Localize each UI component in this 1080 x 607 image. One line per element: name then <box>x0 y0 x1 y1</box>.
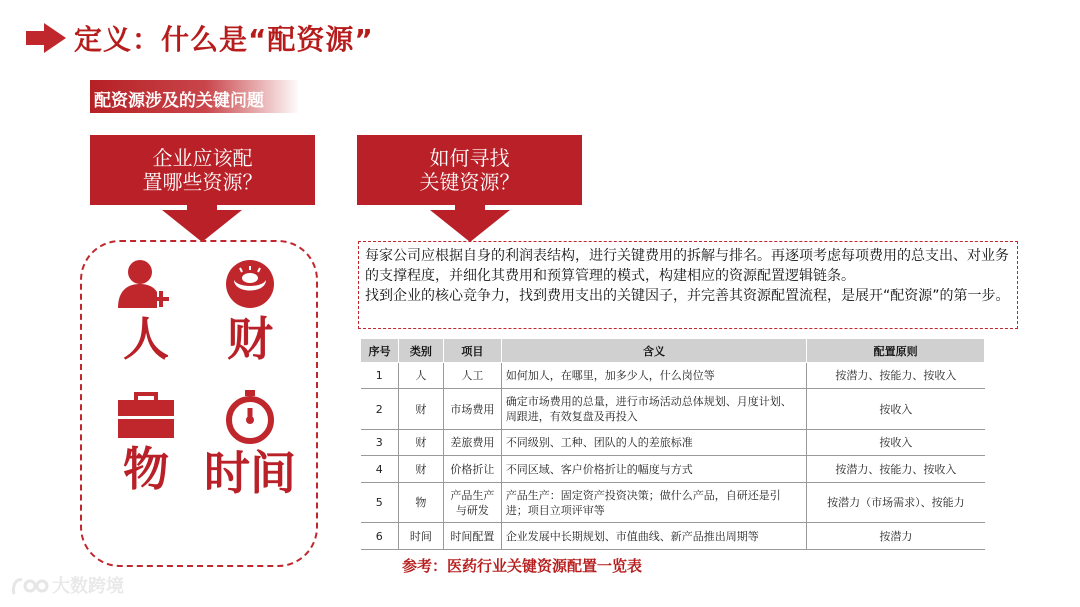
cell-principle: 按潜力、按能力、按收入 <box>807 456 985 483</box>
table-row <box>361 456 985 483</box>
cell-meaning: 企业发展中长期规划、市值曲线、新产品推出周期等 <box>501 523 806 550</box>
watermark-text: 大数跨境 <box>52 576 124 597</box>
cell-category: 时间 <box>398 523 443 550</box>
cell-principle: 按潜力（市场需求）、按能力 <box>807 483 985 523</box>
cell-index: 4 <box>361 456 399 483</box>
cell-item: 产品生产与研发 <box>443 483 501 523</box>
description-box <box>358 241 1018 329</box>
cell-item: 价格折让 <box>443 456 501 483</box>
cell-category: 财 <box>398 430 443 456</box>
cell-index: 5 <box>361 483 399 523</box>
resource-person-label: 人 <box>123 312 169 366</box>
question-callout-2 <box>357 135 582 205</box>
cell-meaning: 如何加人，在哪里，加多少人，什么岗位等 <box>501 363 806 389</box>
watermark-logo-icon <box>10 574 50 598</box>
cell-principle: 按收入 <box>807 430 985 456</box>
cell-principle: 按潜力 <box>807 523 985 550</box>
header-meaning: 含义 <box>501 339 806 363</box>
toolbox-icon <box>114 390 178 440</box>
cell-meaning: 不同区域、客户价格折让的幅度与方式 <box>501 456 806 483</box>
cell-principle: 按潜力、按能力、按收入 <box>807 363 985 389</box>
table-row <box>361 430 985 456</box>
resource-panel <box>80 240 318 567</box>
money-ingot-icon <box>220 258 280 310</box>
table-header-row <box>361 339 985 363</box>
table-row <box>361 389 985 430</box>
header-category: 类别 <box>398 339 443 363</box>
table-row <box>361 363 985 389</box>
question-callout-1 <box>90 135 315 205</box>
resource-money <box>200 258 300 364</box>
resource-goods-label: 物 <box>123 442 169 496</box>
cell-principle: 按收入 <box>807 389 985 430</box>
title-arrow-icon <box>26 23 66 53</box>
cell-meaning: 确定市场费用的总量，进行市场活动总体规划、月度计划、周跟进，有效复盘及再投入 <box>501 389 806 430</box>
table-row <box>361 523 985 550</box>
page-title: 定义：什么是“配资源” <box>74 23 374 56</box>
resource-time-label: 时间 <box>204 446 296 500</box>
cell-meaning: 不同级别、工种、团队的人的差旅标准 <box>501 430 806 456</box>
resource-money-label: 财 <box>227 312 273 366</box>
table-row <box>361 483 985 523</box>
cell-index: 6 <box>361 523 399 550</box>
cell-category: 财 <box>398 456 443 483</box>
callout-2-arrow-icon <box>430 210 510 242</box>
cell-index: 1 <box>361 363 399 389</box>
header-principle: 配置原则 <box>807 339 985 363</box>
description-paragraph-2: 找到企业的核心竞争力，找到费用支出的关键因子，并完善其资源配置流程，是展开“配资源”的第一步。 <box>365 288 1010 304</box>
header-item: 项目 <box>443 339 501 363</box>
cell-category: 物 <box>398 483 443 523</box>
resource-time <box>200 390 300 498</box>
table-reference-caption: 参考：医药行业关键资源配置一览表 <box>402 557 643 575</box>
cell-category: 财 <box>398 389 443 430</box>
subtitle: 配资源涉及的关键问题 <box>94 91 264 111</box>
header-index: 序号 <box>361 339 399 363</box>
cell-item: 时间配置 <box>443 523 501 550</box>
cell-item: 差旅费用 <box>443 430 501 456</box>
person-add-icon <box>116 258 176 310</box>
resource-allocation-table <box>360 338 985 550</box>
description-paragraph-1: 每家公司应根据自身的利润表结构，进行关键费用的拆解与排名。再逐项考虑每项费用的总支出、对业务的支撑程度，并细化其费用和预算管理的模式，构建相应的资源配置逻辑链条。 <box>365 248 1009 284</box>
subtitle-bar <box>90 80 300 113</box>
cell-meaning: 产品生产：固定资产投资决策；做什么产品，自研还是引进；项目立项评审等 <box>501 483 806 523</box>
resource-goods <box>96 390 196 494</box>
cell-category: 人 <box>398 363 443 389</box>
question-2-line-1: 如何寻找 <box>429 146 510 170</box>
cell-index: 3 <box>361 430 399 456</box>
cell-item: 市场费用 <box>443 389 501 430</box>
cell-item: 人工 <box>443 363 501 389</box>
stopwatch-icon <box>220 390 280 444</box>
question-2-line-2: 关键资源？ <box>419 170 520 194</box>
resource-person <box>96 258 196 364</box>
cell-index: 2 <box>361 389 399 430</box>
callout-1-arrow-icon <box>162 210 242 242</box>
question-1-line-2: 置哪些资源？ <box>142 170 263 194</box>
question-1-line-1: 企业应该配 <box>152 146 253 170</box>
